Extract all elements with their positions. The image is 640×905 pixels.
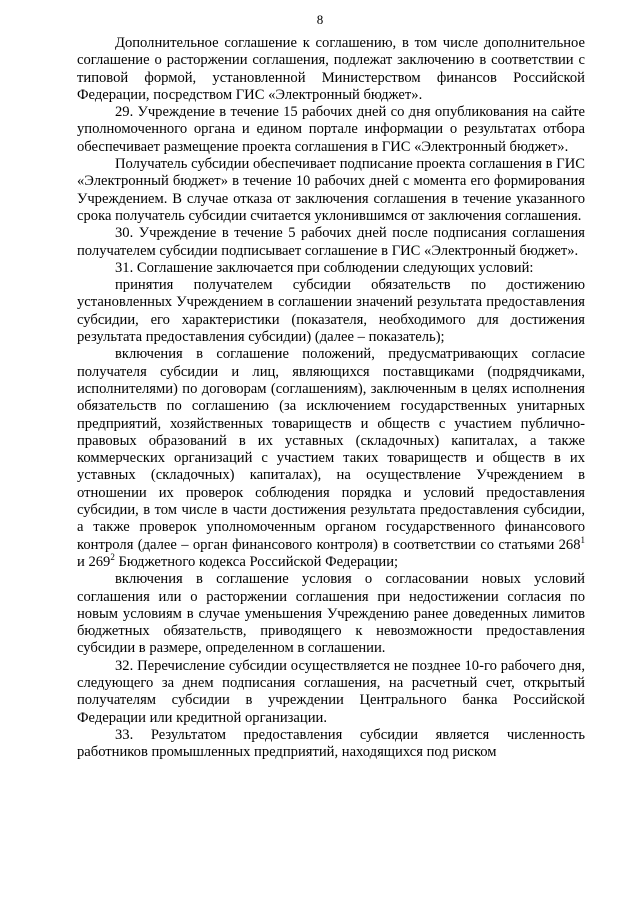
condition-audit-text-after: Бюджетного кодекса Российской Федерации; (114, 553, 399, 570)
condition-new-terms: включения в соглашение условия о согласовании новых условий соглашения или о расторжении соглашения при недостижении согласия по новым условиям в случае уменьшения Учреждению ранее доведенных лимитов бюджетных обязательств, приводящего к невозможности предоставления субсидии в размере, определенном в соглашении. (77, 571, 585, 657)
document-body (77, 35, 585, 761)
condition-audit-text-before: включения в соглашение положений, предусматривающих согласие получателя субсидии и лиц, являющихся поставщиками (подрядчиками, исполнителями) по договорам (соглашениям), заключенным в целях исполнения обязательств по соглашению (за исключением государственных унитарных предприятий, хозяйственных товариществ и обществ с участием публично-правовых образований в их уставных (складочных) капиталах, а также коммерческих организаций с участием таких товариществ и обществ в их уставных (складочных) капиталах), на осуществление Учреждением в отношении их проверок соблюдения порядка и условий предоставления субсидии, в том числе в части достижения результата предоставления субсидии, а также проверок уполномоченным органом государственного финансового контроля (далее – орган финансового контроля) в соответствии со статьями 268 (77, 346, 585, 553)
superscript-article-268: 1 (580, 534, 585, 545)
paragraph-29: 29. Учреждение в течение 15 рабочих дней со дня опубликования на сайте уполномоченного органа и едином портале информации о результатах отбора обеспечивает размещение проекта соглашения в ГИС «Электронный бюджет». (77, 104, 585, 155)
paragraph-additional-agreement: Дополнительное соглашение к соглашению, в том числе дополнительное соглашение о расторжении соглашения, подлежат заключению в соответствии с типовой формой, установленной Министерством финансов Российской Федерации, посредством ГИС «Электронный бюджет». (77, 35, 585, 103)
paragraph-30: 30. Учреждение в течение 5 рабочих дней после подписания соглашения получателем субсидии подписывает соглашение в ГИС «Электронный бюджет». (77, 225, 585, 259)
paragraph-recipient-signing: Получатель субсидии обеспечивает подписание проекта соглашения в ГИС «Электронный бюджет» в течение 10 рабочих дней с момента его формирования Учреждением. В случае отказа от заключения соглашения в течение указанного срока получатель субсидии считается уклонившимся от заключения соглашения. (77, 156, 585, 224)
paragraph-32: 32. Перечисление субсидии осуществляется не позднее 10-го рабочего дня, следующего за днем подписания соглашения, на расчетный счет, открытый получателям субсидии в учреждении Центрального банка Российской Федерации или кредитной организации. (77, 657, 585, 726)
paragraph-31: 31. Соглашение заключается при соблюдении следующих условий: (115, 259, 534, 276)
page-number: 8 (316, 12, 324, 27)
condition-audit-consent (77, 346, 585, 571)
paragraph-33: 33. Результатом предоставления субсидии является численность работников промышленных предприятий, находящихся под риском (77, 726, 585, 761)
superscript-article-269: 2 (110, 552, 115, 563)
condition-audit-text-middle: и 269 (77, 553, 111, 570)
condition-obligations: принятия получателем субсидии обязательств по достижению установленных Учреждением в соглашении значений результата предоставления субсидии, его характеристики (показателя, необходимого для достижения результата предоставления субсидии) (далее – показатель); (77, 277, 585, 346)
